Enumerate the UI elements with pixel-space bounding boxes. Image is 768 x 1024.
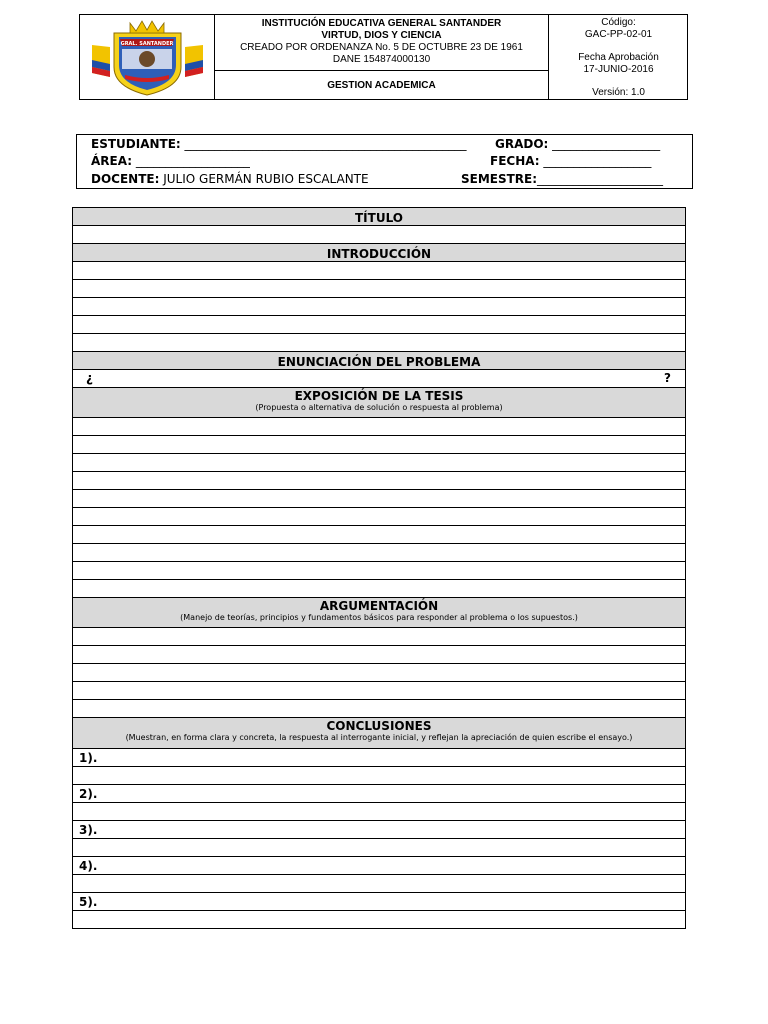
conclusion-4-line[interactable] (73, 857, 685, 875)
argument-line[interactable] (73, 664, 685, 682)
conclusion-line[interactable] (73, 911, 685, 929)
approval-label: Fecha Aprobación (578, 52, 659, 63)
conclusion-4-label: 4). (79, 859, 98, 873)
grade-blank: __________________ (552, 137, 661, 151)
semester-blank: _____________________ (537, 172, 664, 186)
intro-line[interactable] (73, 262, 685, 280)
svg-text:GRAL. SANTANDER: GRAL. SANTANDER (120, 41, 174, 47)
thesis-line[interactable] (73, 472, 685, 490)
semester-label: SEMESTRE: (461, 172, 538, 186)
thesis-line[interactable] (73, 562, 685, 580)
argument-line[interactable] (73, 700, 685, 718)
conclusion-2-line[interactable] (73, 785, 685, 803)
student-label: ESTUDIANTE: (91, 137, 181, 151)
conclusion-line[interactable] (73, 803, 685, 821)
thesis-line[interactable] (73, 436, 685, 454)
conclusions-heading: CONCLUSIONES (326, 719, 432, 733)
argument-section-header (73, 598, 685, 628)
header-right (549, 15, 688, 99)
ordinance-text: CREADO POR ORDENANZA No. 5 DE OCTUBRE 23 DE 1961 (240, 42, 523, 53)
intro-line[interactable] (73, 316, 685, 334)
institution-block (215, 15, 548, 71)
argument-line[interactable] (73, 682, 685, 700)
question-close-mark: ? (664, 371, 671, 385)
code-label: Código: (601, 17, 636, 28)
thesis-section-header (73, 388, 685, 418)
date-label: FECHA: (490, 154, 540, 168)
teacher-label: DOCENTE: (91, 172, 160, 186)
area-blank: ___________________ (135, 154, 250, 168)
approval-value: 17-JUNIO-2016 (583, 64, 654, 75)
school-crest-logo (80, 15, 215, 99)
semester-field[interactable] (461, 170, 663, 188)
intro-line[interactable] (73, 298, 685, 316)
code-value: GAC-PP-02-01 (584, 29, 653, 40)
question-open-mark: ¿ (86, 371, 93, 385)
conclusion-line[interactable] (73, 767, 685, 785)
conclusion-3-label: 3). (79, 823, 98, 837)
student-blank: _______________________________________________ (184, 137, 467, 151)
conclusion-3-line[interactable] (73, 821, 685, 839)
intro-heading: INTRODUCCIÓN (326, 247, 432, 261)
grade-field[interactable] (495, 135, 660, 153)
version-text: Versión: 1.0 (592, 87, 645, 98)
document-header (79, 14, 688, 100)
teacher-name: JULIO GERMÁN RUBIO ESCALANTE (163, 172, 369, 186)
conclusion-1-line[interactable] (73, 749, 685, 767)
thesis-note: (Propuesta o alternativa de solución o respuesta al problema) (255, 403, 503, 412)
problem-question-line[interactable] (73, 370, 685, 388)
problem-heading: ENUNCIACIÓN DEL PROBLEMA (277, 355, 481, 369)
conclusions-section-header (73, 718, 685, 749)
title-section-header (73, 208, 685, 226)
intro-line[interactable] (73, 280, 685, 298)
intro-line[interactable] (73, 334, 685, 352)
thesis-line[interactable] (73, 544, 685, 562)
thesis-line[interactable] (73, 526, 685, 544)
teacher-field (91, 170, 369, 188)
conclusion-5-line[interactable] (73, 893, 685, 911)
area-label: ÁREA: (91, 154, 133, 168)
department-label: GESTION ACADEMICA (327, 80, 436, 91)
essay-form (72, 207, 686, 929)
conclusion-line[interactable] (73, 839, 685, 857)
argument-line[interactable] (73, 628, 685, 646)
institution-name: INSTITUCIÓN EDUCATIVA GENERAL SANTANDER (261, 18, 502, 29)
area-field[interactable] (91, 152, 250, 170)
conclusion-5-label: 5). (79, 895, 98, 909)
argument-line[interactable] (73, 646, 685, 664)
thesis-line[interactable] (73, 490, 685, 508)
thesis-line[interactable] (73, 454, 685, 472)
argument-heading: ARGUMENTACIÓN (319, 599, 439, 613)
institution-motto: VIRTUD, DIOS Y CIENCIA (321, 30, 442, 41)
date-blank: __________________ (543, 154, 652, 168)
thesis-line[interactable] (73, 580, 685, 598)
conclusion-line[interactable] (73, 875, 685, 893)
logo-cell (80, 15, 215, 99)
problem-section-header (73, 352, 685, 370)
title-heading: TÍTULO (355, 211, 403, 225)
thesis-line[interactable] (73, 418, 685, 436)
grade-label: GRADO: (495, 137, 549, 151)
header-middle (215, 15, 549, 99)
conclusion-1-label: 1). (79, 751, 98, 765)
student-field[interactable] (91, 135, 467, 153)
conclusions-note: (Muestran, en forma clara y concreta, la respuesta al interrogante inicial, y reflejan la apreciación de quien escribe el ensayo.) (125, 733, 633, 742)
student-info-box (76, 134, 693, 189)
thesis-line[interactable] (73, 508, 685, 526)
intro-section-header (73, 244, 685, 262)
thesis-heading: EXPOSICIÓN DE LA TESIS (294, 389, 464, 403)
dane-text: DANE 154874000130 (332, 54, 431, 65)
argument-note: (Manejo de teorías, principios y fundamentos básicos para responder al problema o los supuestos.) (180, 613, 578, 622)
date-field[interactable] (490, 152, 651, 170)
title-line[interactable] (73, 226, 685, 244)
conclusion-2-label: 2). (79, 787, 98, 801)
